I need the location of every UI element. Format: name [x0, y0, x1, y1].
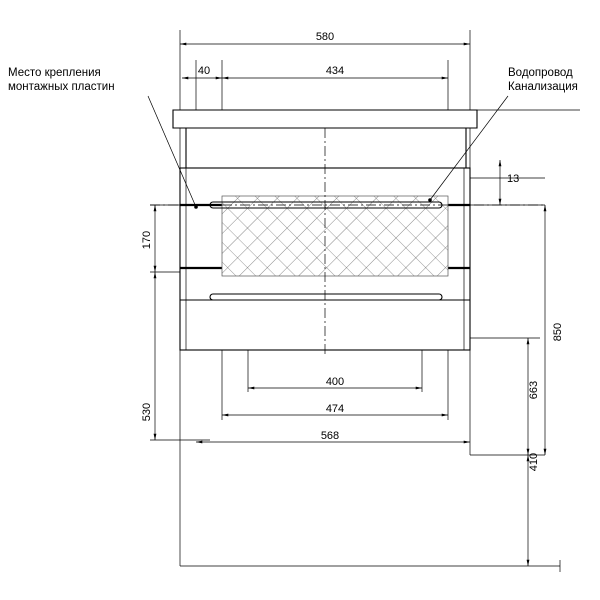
dim-530 — [141, 272, 155, 440]
dim-13 — [500, 160, 519, 205]
dim-474 — [222, 403, 448, 415]
note-mounting-plates-line1: Место крепления — [8, 67, 101, 79]
dim-530-label: 530 — [141, 402, 153, 422]
dim-474-label: 474 — [325, 403, 345, 415]
note-plumbing-line1: Водопровод — [508, 67, 573, 79]
dim-580 — [180, 31, 470, 44]
dim-568 — [196, 430, 470, 442]
dim-13-label: 13 — [507, 173, 520, 185]
dim-170-label: 170 — [141, 230, 153, 250]
dim-434 — [222, 65, 448, 78]
dim-434-label: 434 — [325, 65, 345, 77]
dim-400 — [248, 376, 422, 388]
dim-850 — [545, 205, 564, 455]
note-mounting-plates-line2: монтажных пластин — [8, 81, 115, 93]
dim-850-label: 850 — [552, 322, 564, 342]
dim-170 — [141, 205, 155, 272]
note-plumbing-line2: Канализация — [508, 81, 578, 93]
dim-580-label: 580 — [315, 31, 335, 43]
dim-568-label: 568 — [320, 430, 340, 442]
dim-410 — [528, 453, 540, 566]
dim-40 — [182, 65, 222, 78]
dim-400-label: 400 — [325, 376, 345, 388]
leader-mounting-plates — [8, 67, 198, 209]
dim-663-label: 663 — [528, 380, 540, 400]
dim-410-label: 410 — [528, 452, 540, 472]
dim-663 — [528, 338, 540, 455]
dim-40-label: 40 — [197, 65, 211, 77]
